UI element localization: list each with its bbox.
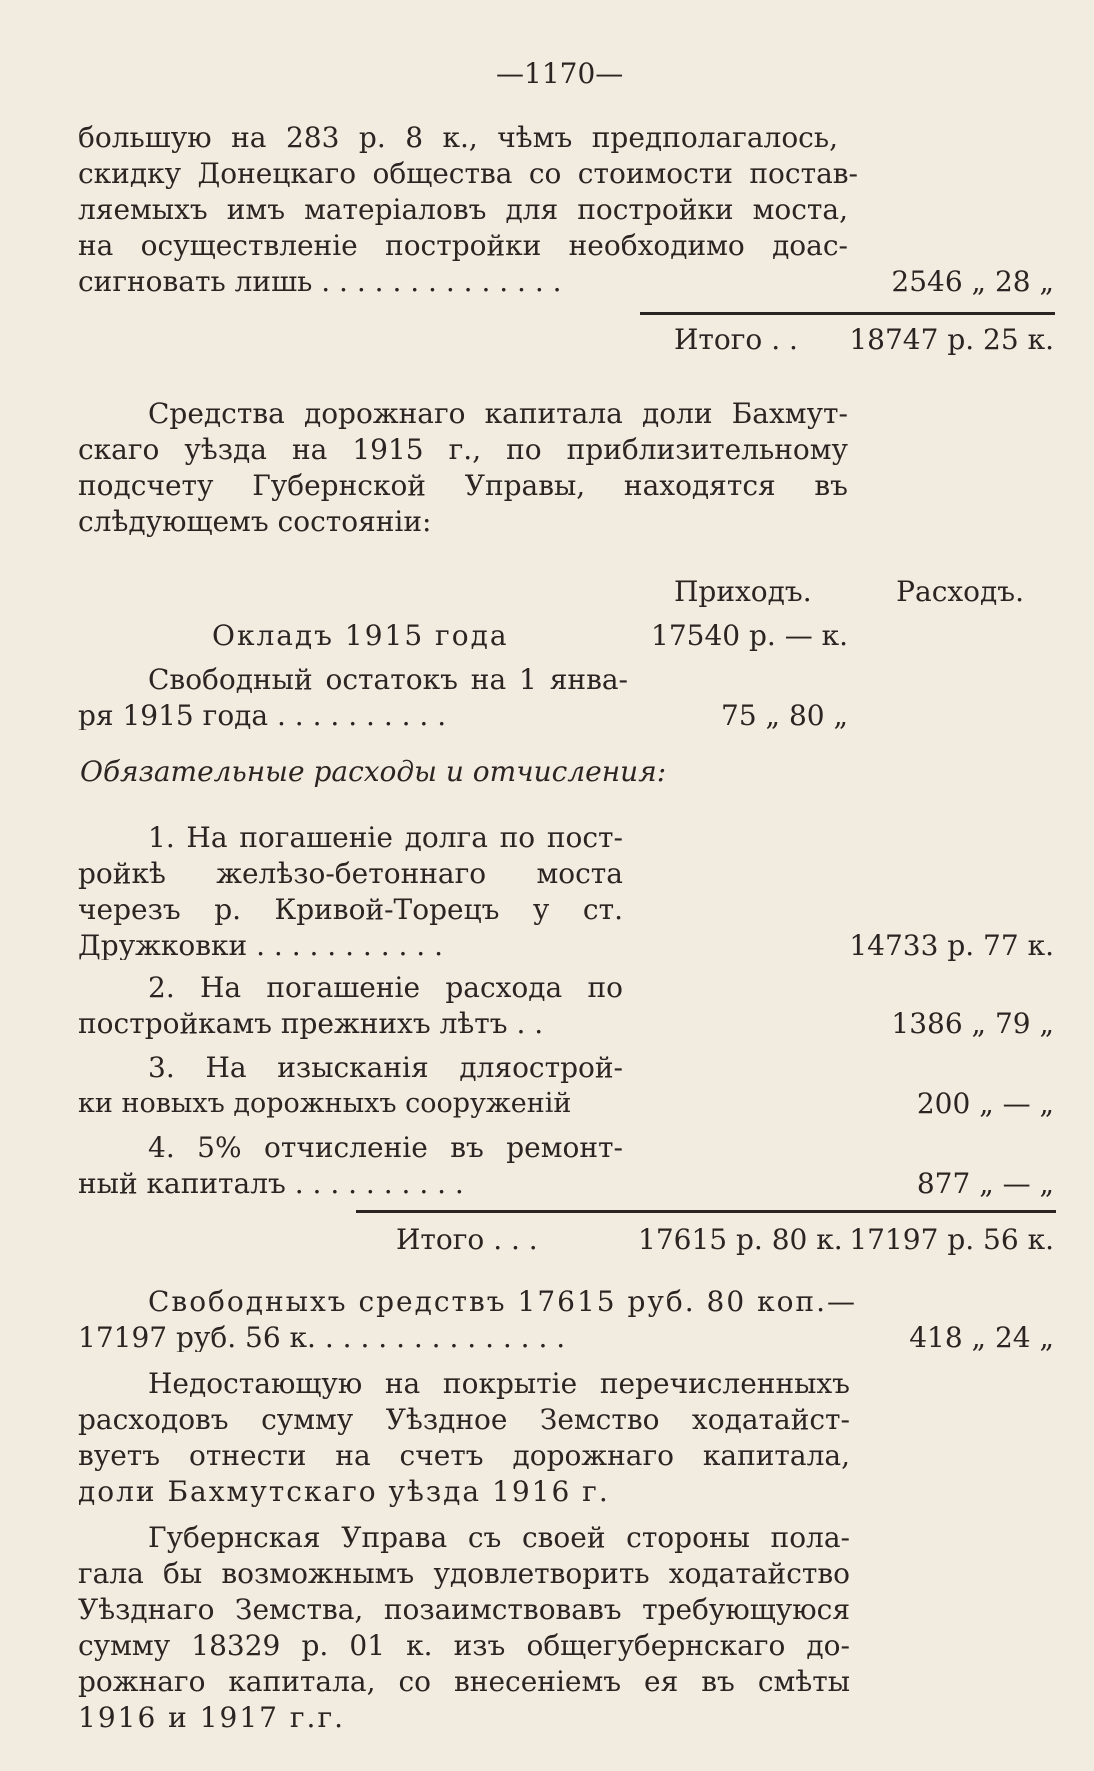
item2-expense: 1386 „ 79 „ [891, 1007, 1054, 1040]
para1-line-1: большую на 283 р. 8 к., чѣмъ предполагалось, [78, 121, 838, 154]
income-header: Приходъ. [674, 575, 812, 608]
item1-line-2: ройкѣ желѣзо-бетоннаго моста [78, 857, 623, 890]
section-title: Обязательные расходы и отчисления: [80, 755, 667, 788]
total1-label: Итого . . [674, 323, 798, 356]
para1-amount: 2546 „ 28 „ [891, 265, 1054, 298]
oklad-label: Окладъ 1915 года [212, 619, 509, 652]
total1-rule [640, 312, 1055, 315]
item2-line-1: 2. На погашеніе расхода по [148, 971, 623, 1004]
remainder-line-2: ря 1915 года . . . . . . . . . . [78, 702, 447, 730]
para2-line-4: слѣдующемъ состояніи: [78, 505, 432, 538]
total2-expense: 17197 р. 56 к. [849, 1223, 1054, 1256]
para2-line-2: скаго уѣзда на 1915 г., по приблизительному [78, 433, 848, 466]
item1-expense: 14733 р. 77 к. [849, 929, 1054, 962]
item4-line-2: ный капиталъ . . . . . . . . . . [78, 1170, 464, 1198]
remainder-income: 75 „ 80 „ [721, 699, 848, 732]
item2-line-2: постройкамъ прежнихъ лѣтъ . . [78, 1007, 544, 1040]
item3-line-2: ки новыхъ дорожныхъ сооруженій [78, 1088, 572, 1119]
para3-line-1: Недостающую на покрытіе перечисленныхъ [148, 1367, 850, 1400]
para4-line-3: Уѣзднаго Земства, позаимствовавъ требующуюся [78, 1593, 850, 1626]
para1-line-4: на осуществленіе постройки необходимо доас- [78, 229, 848, 262]
free-funds-line-2: 17197 руб. 56 к. . . . . . . . . . . . . . . [78, 1324, 566, 1352]
para4-line-1: Губернская Управа съ своей стороны пола- [148, 1521, 850, 1554]
total2-rule [356, 1210, 1056, 1213]
total1-amount: 18747 р. 25 к. [849, 323, 1054, 356]
oklad-income: 17540 р. — к. [651, 619, 848, 652]
item1-line-4: Дружковки . . . . . . . . . . . [78, 932, 444, 960]
expense-header: Расходъ. [896, 575, 1024, 608]
para4-line-4: сумму 18329 р. 01 к. изъ общегубернскаго до- [78, 1629, 850, 1662]
item1-line-1: 1. На погашеніе долга по пост- [148, 821, 623, 854]
page-number: —1170— [496, 57, 624, 90]
para2-line-3: подсчету Губернской Управы, находятся въ [78, 469, 848, 502]
item4-line-1: 4. 5% отчисленіе въ ремонт- [148, 1131, 623, 1164]
total2-income: 17615 р. 80 к. [638, 1223, 843, 1256]
para4-line-2: гала бы возможнымъ удовлетворить ходатайство [78, 1557, 850, 1590]
item3-line-1: 3. На изысканія дляострой- [148, 1051, 623, 1084]
item4-expense: 877 „ — „ [916, 1167, 1054, 1200]
item1-line-3: черезъ р. Кривой-Торецъ у ст. [78, 893, 623, 926]
para4-line-6: 1916 и 1917 г.г. [78, 1701, 346, 1734]
para1-line-2: скидку Донецкаго общества со стоимости постав- [78, 157, 858, 190]
item3-expense: 200 „ — „ [916, 1087, 1054, 1120]
para2-line-1: Средства дорожнаго капитала доли Бахмут- [148, 397, 848, 430]
total2-label: Итого . . . [396, 1223, 538, 1256]
para4-line-5: рожнаго капитала, со внесеніемъ ея въ смѣты [78, 1665, 850, 1698]
para3-line-3: вуетъ отнести на счетъ дорожнаго капитала, [78, 1439, 850, 1472]
para3-line-2: расходовъ сумму Уѣздное Земство ходатайст- [78, 1403, 850, 1436]
para1-line-5: сигновать лишь . . . . . . . . . . . . . . [78, 268, 562, 296]
para3-line-4: доли Бахмутскаго уѣзда 1916 г. [78, 1475, 610, 1508]
remainder-line-1: Свободный остатокъ на 1 янва- [148, 663, 628, 696]
free-funds-line-1: Свободныхъ средствъ 17615 руб. 80 коп.— [148, 1285, 857, 1318]
free-funds-amount: 418 „ 24 „ [909, 1321, 1054, 1354]
para1-line-3: ляемыхъ имъ матеріаловъ для постройки моста, [78, 193, 848, 226]
